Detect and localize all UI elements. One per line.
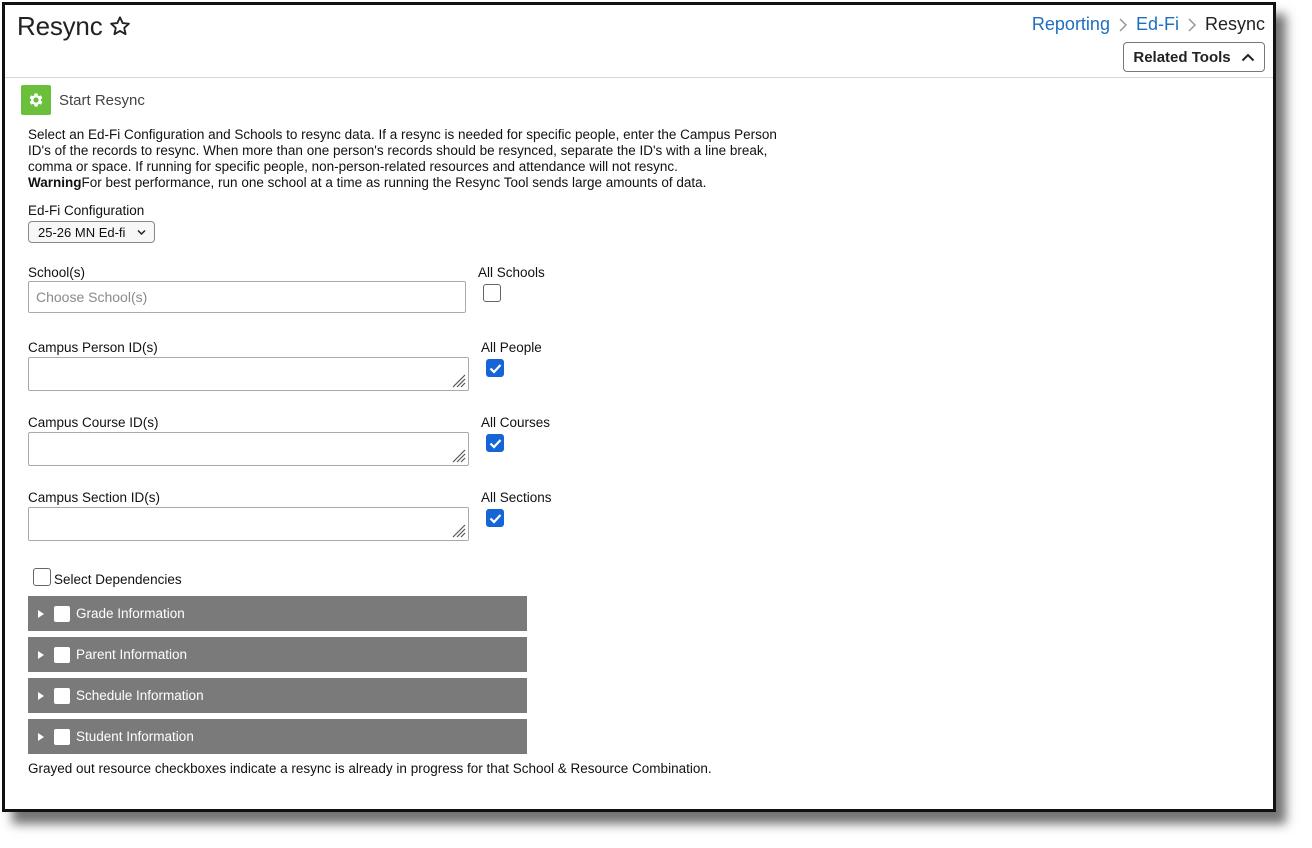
dependency-label: Schedule Information bbox=[76, 688, 204, 703]
dependency-label: Parent Information bbox=[76, 647, 188, 662]
course-ids-textarea[interactable] bbox=[28, 432, 469, 466]
resize-grip-icon[interactable] bbox=[450, 447, 466, 463]
breadcrumb-reporting[interactable]: Reporting bbox=[1031, 14, 1110, 34]
related-tools-button[interactable] bbox=[1123, 42, 1265, 72]
dependency-checkbox[interactable] bbox=[54, 688, 70, 704]
person-ids-textarea[interactable] bbox=[28, 357, 469, 391]
footnote: Grayed out resource checkboxes indicate a resync is already in progress for that School & Resource Combination. bbox=[28, 761, 712, 776]
select-dependencies-label: Select Dependencies bbox=[54, 572, 182, 587]
header-divider bbox=[5, 77, 1273, 78]
chevron-right-icon bbox=[1187, 18, 1197, 32]
config-select[interactable] bbox=[28, 221, 155, 243]
chevron-down-icon bbox=[137, 229, 146, 236]
gear-icon bbox=[27, 91, 45, 109]
caret-right-icon bbox=[38, 610, 44, 618]
all-courses-checkbox[interactable] bbox=[486, 434, 504, 452]
section-ids-textarea[interactable] bbox=[28, 507, 469, 541]
all-sections-label: All Sections bbox=[481, 490, 552, 505]
checkmark-icon bbox=[489, 363, 502, 374]
instructions-line: Select an Ed-Fi Configuration and Schools to resync data. If a resync is needed for specific people, enter the Campus Person bbox=[28, 127, 777, 142]
resize-grip-icon[interactable] bbox=[450, 522, 466, 538]
all-people-checkbox[interactable] bbox=[486, 359, 504, 377]
all-schools-checkbox[interactable] bbox=[483, 284, 501, 302]
warning-label: Warning bbox=[28, 175, 82, 190]
person-ids-label: Campus Person ID(s) bbox=[28, 340, 158, 355]
related-tools-label: Related Tools bbox=[1133, 48, 1231, 66]
dependency-label: Grade Information bbox=[76, 606, 185, 621]
checkmark-icon bbox=[489, 513, 502, 524]
schools-label: School(s) bbox=[28, 265, 86, 280]
caret-right-icon bbox=[38, 651, 44, 659]
start-resync-label: Start Resync bbox=[59, 91, 145, 109]
config-label: Ed-Fi Configuration bbox=[28, 203, 145, 218]
dependency-checkbox[interactable] bbox=[54, 729, 70, 745]
all-schools-label: All Schools bbox=[478, 265, 545, 280]
dependency-panel-student[interactable] bbox=[28, 719, 527, 754]
caret-right-icon bbox=[38, 733, 44, 741]
page-title: Resync bbox=[17, 11, 103, 41]
breadcrumb bbox=[1032, 14, 1265, 35]
course-ids-label: Campus Course ID(s) bbox=[28, 415, 159, 430]
breadcrumb-ed-fi[interactable]: Ed-Fi bbox=[1135, 14, 1179, 34]
section-ids-label: Campus Section ID(s) bbox=[28, 490, 161, 505]
dependency-panel-grade[interactable] bbox=[28, 596, 527, 631]
dependency-panel-schedule[interactable] bbox=[28, 678, 527, 713]
chevron-right-icon bbox=[1118, 18, 1128, 32]
warning-line bbox=[28, 175, 788, 191]
dependency-checkbox[interactable] bbox=[54, 647, 70, 663]
dependency-label: Student Information bbox=[76, 729, 194, 744]
start-resync-button[interactable] bbox=[21, 85, 145, 115]
gear-icon-box bbox=[21, 85, 51, 115]
dependency-panel-parent[interactable] bbox=[28, 637, 527, 672]
chevron-up-icon bbox=[1241, 52, 1255, 62]
all-people-label: All People bbox=[481, 340, 542, 355]
favorite-star-icon[interactable] bbox=[109, 15, 131, 37]
app-window bbox=[2, 2, 1276, 812]
warning-text: For best performance, run one school at a time as running the Resync Tool sends large amounts of data. bbox=[81, 175, 707, 190]
breadcrumb-resync: Resync bbox=[1204, 14, 1265, 34]
instructions-line: comma or space. If running for specific people, non-person-related resources and attendance will not resync. bbox=[28, 159, 678, 174]
all-sections-checkbox[interactable] bbox=[486, 509, 504, 527]
resize-grip-icon[interactable] bbox=[450, 372, 466, 388]
caret-right-icon bbox=[38, 692, 44, 700]
checkmark-icon bbox=[489, 438, 502, 449]
select-dependencies-checkbox[interactable] bbox=[33, 568, 51, 586]
all-courses-label: All Courses bbox=[481, 415, 551, 430]
schools-input[interactable] bbox=[28, 281, 466, 313]
config-select-value: 25-26 MN Ed-fi bbox=[38, 224, 126, 240]
instructions bbox=[28, 127, 788, 191]
instructions-line: ID's of the records to resync. When more than one person's records should be resynced, separate the ID's with a line break, bbox=[28, 143, 768, 158]
dependency-checkbox[interactable] bbox=[54, 606, 70, 622]
